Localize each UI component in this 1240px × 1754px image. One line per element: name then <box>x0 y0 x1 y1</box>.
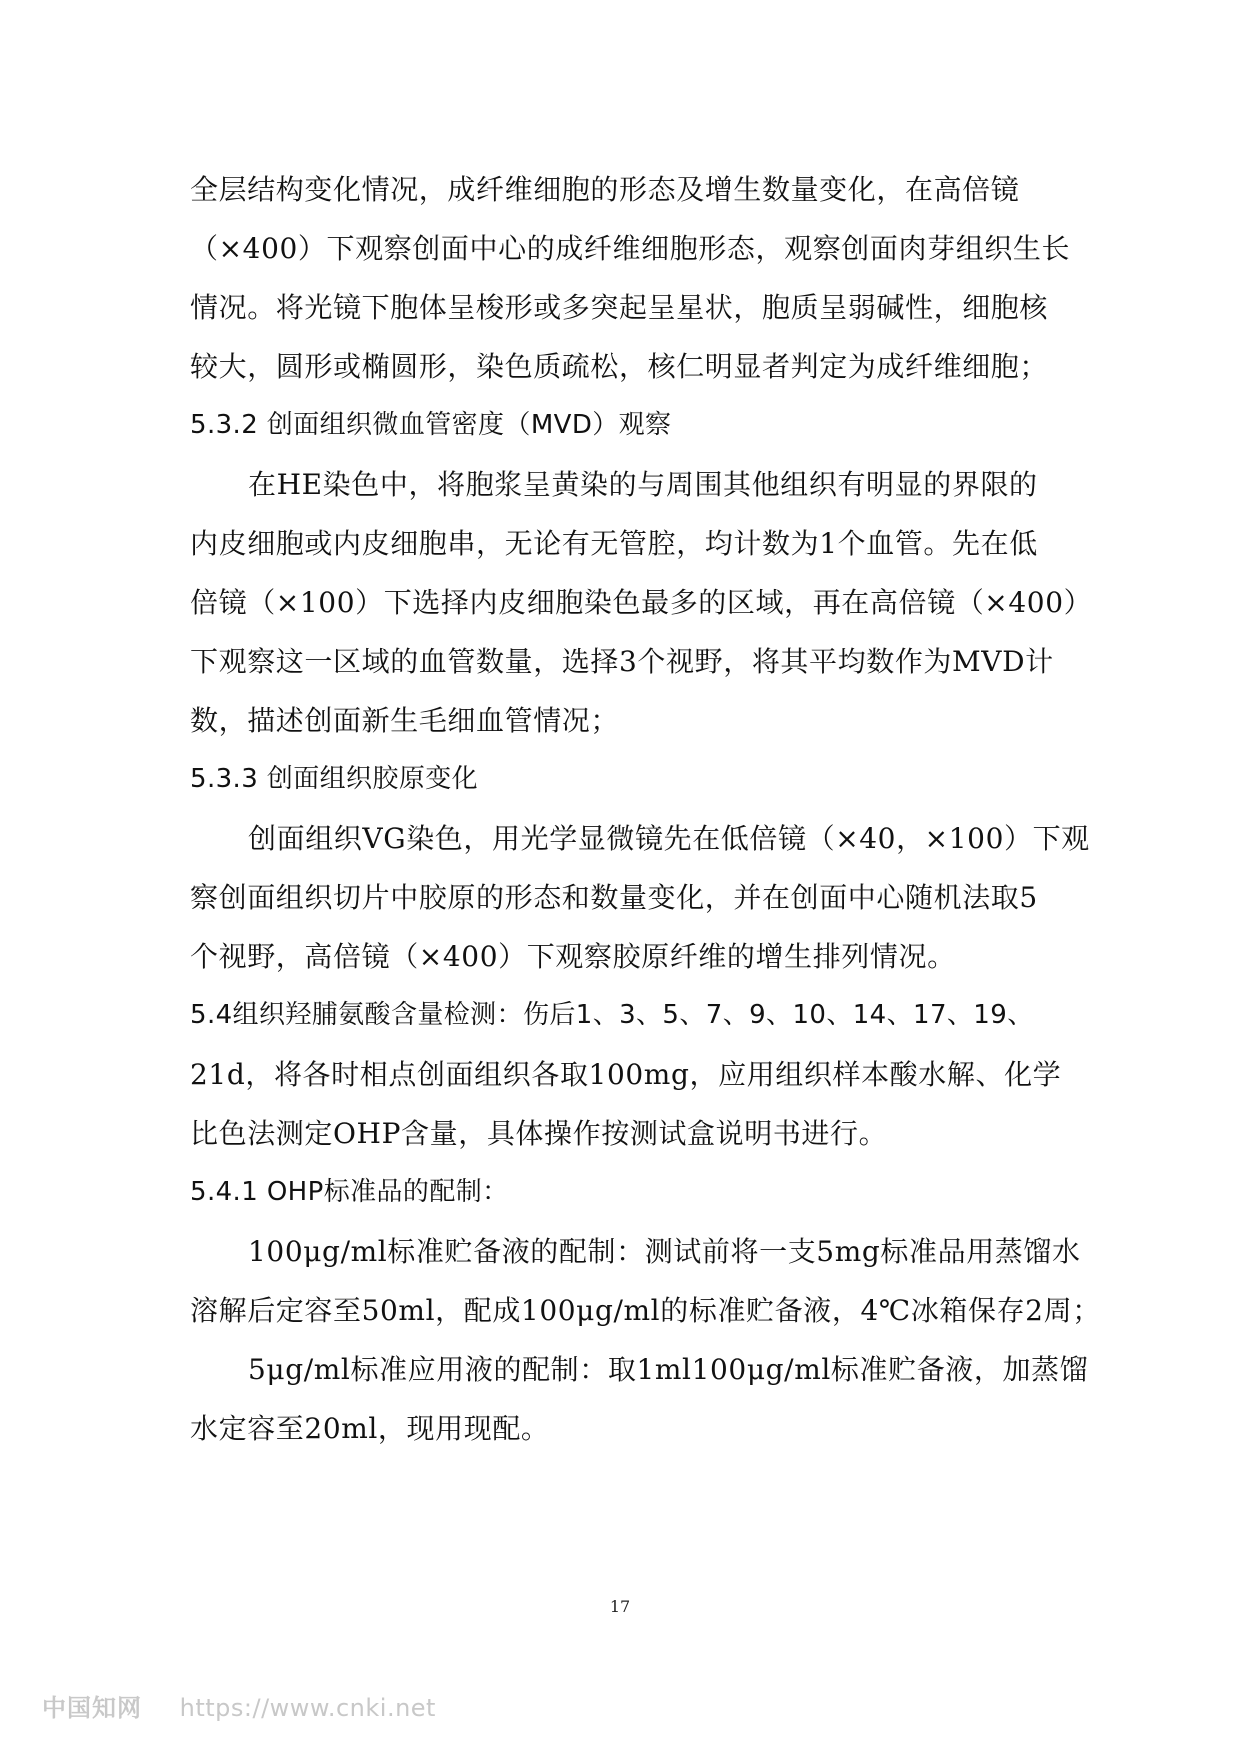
section-heading: 5.3.3 创面组织胶原变化 <box>190 764 479 794</box>
paragraph-line: 倍镜（×100）下选择内皮细胞染色最多的区域，再在高倍镜（×400） <box>190 586 1093 619</box>
paragraph-line: 下观察这一区域的血管数量，选择3个视野，将其平均数作为MVD计 <box>190 645 1054 678</box>
page-number: 17 <box>609 1597 631 1616</box>
paragraph-line: （×400）下观察创面中心的成纤维细胞形态，观察创面肉芽组织生长 <box>190 232 1071 265</box>
paragraph-line: 比色法测定OHP含量，具体操作按测试盒说明书进行。 <box>190 1117 888 1150</box>
paragraph-line: 内皮细胞或内皮细胞串，无论有无管腔，均计数为1个血管。先在低 <box>190 527 1038 560</box>
paragraph-line: 100μg/ml标准贮备液的配制：测试前将一支5mg标准品用蒸馏水 <box>248 1235 1081 1268</box>
paragraph-line: 全层结构变化情况，成纤维细胞的形态及增生数量变化，在高倍镜 <box>190 173 1020 206</box>
paragraph-line: 21d，将各时相点创面组织各取100mg，应用组织样本酸水解、化学 <box>190 1058 1062 1091</box>
paragraph-line: 数，描述创面新生毛细血管情况； <box>190 704 620 737</box>
paragraph-line: 较大，圆形或椭圆形，染色质疏松，核仁明显者判定为成纤维细胞； <box>190 350 1049 383</box>
paragraph-line: 水定容至20ml，现用现配。 <box>190 1412 550 1445</box>
section-heading: 5.4.1 OHP标准品的配制： <box>190 1177 509 1207</box>
watermark-url: https://www.cnki.net <box>179 1694 436 1722</box>
paragraph-line: 在HE染色中，将胞浆呈黄染的与周围其他组织有明显的界限的 <box>248 468 1038 501</box>
paragraph-line: 创面组织VG染色，用光学显微镜先在低倍镜（×40，×100）下观 <box>248 822 1090 855</box>
section-heading: 5.3.2 创面组织微血管密度（MVD）观察 <box>190 410 672 440</box>
cnki-watermark <box>42 1688 436 1723</box>
watermark-logo: 中国知网 <box>42 1694 142 1722</box>
paragraph-line: 个视野，高倍镜（×400）下观察胶原纤维的增生排列情况。 <box>190 940 956 973</box>
section-heading: 5.4组织羟脯氨酸含量检测：伤后1、3、5、7、9、10、14、17、19、 <box>190 1000 1034 1030</box>
paragraph-line: 察创面组织切片中胶原的形态和数量变化，并在创面中心随机法取5 <box>190 881 1038 914</box>
paragraph-line: 情况。将光镜下胞体呈梭形或多突起呈星状，胞质呈弱碱性，细胞核 <box>190 291 1049 324</box>
paragraph-line: 5μg/ml标准应用液的配制：取1ml100μg/ml标准贮备液，加蒸馏 <box>248 1353 1089 1386</box>
body-text <box>190 160 1101 1458</box>
paragraph-line: 溶解后定容至50ml，配成100μg/ml的标准贮备液，4℃冰箱保存2周； <box>190 1294 1101 1327</box>
